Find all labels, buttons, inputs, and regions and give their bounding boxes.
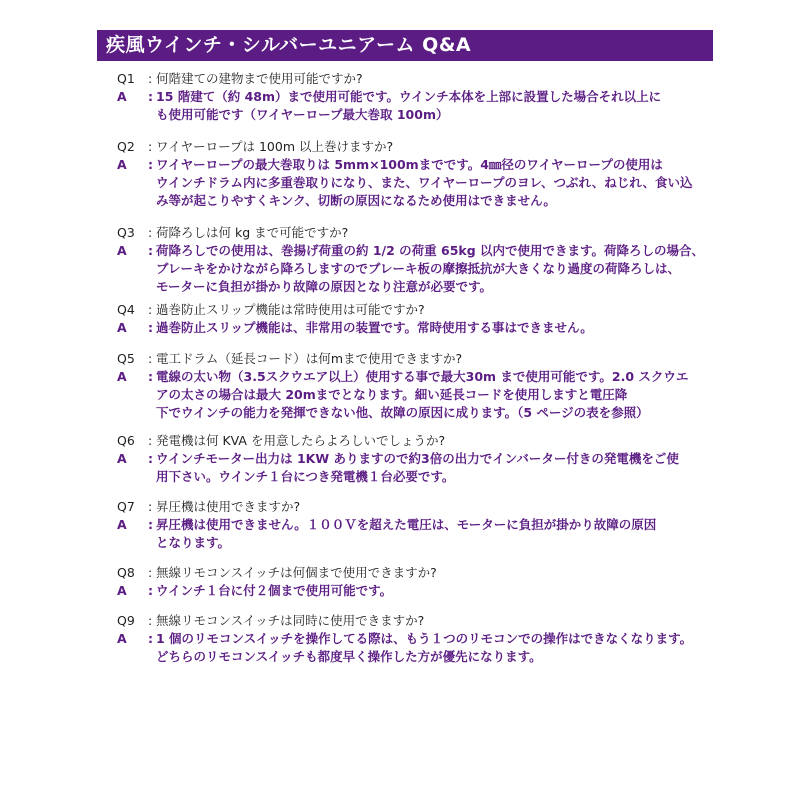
answer-line: 15 階建て（約 48m）まで使用可能です。ウインチ本体を上部に設置した場合それ以上に xyxy=(156,89,662,104)
answer-line: 1 個のリモコンスイッチを操作してる際は、もう１つのリモコンでの操作はできなくなります。 xyxy=(156,631,693,646)
qa-item-q3 xyxy=(0,224,800,296)
question-label: Q3 xyxy=(117,225,135,240)
answer-row xyxy=(0,630,800,666)
question-colon: : xyxy=(148,499,153,514)
answer-line: 下でウインチの能力を発揮できない他、故障の原因に成ります。（5 ページの表を参照） xyxy=(156,405,649,420)
question-row xyxy=(0,432,800,450)
answer-line: どちらのリモコンスイッチも都度早く操作した方が優先になります。 xyxy=(156,649,542,664)
answer-label: A xyxy=(117,243,127,258)
answer-label: A xyxy=(117,517,127,532)
answer-colon: : xyxy=(148,89,153,104)
answer-row xyxy=(0,319,800,337)
question-row xyxy=(0,498,800,516)
question-row xyxy=(0,612,800,630)
answer-row xyxy=(0,88,800,124)
answer-text xyxy=(156,582,392,600)
answer-label: A xyxy=(117,369,127,384)
answer-row xyxy=(0,516,800,552)
answer-line: アの太さの場合は最大 20mまでとなります。細い延長コードを使用しますと電圧降 xyxy=(156,387,628,402)
question-colon: : xyxy=(148,613,153,628)
question-colon: : xyxy=(148,351,153,366)
answer-line: 電線の太い物（3.5スクウエア以上）使用する事で最大30m まで使用可能です。2.0 スクウエ xyxy=(156,369,689,384)
answer-label: A xyxy=(117,320,127,335)
question-text: 過巻防止スリップ機能は常時使用は可能ですか? xyxy=(156,302,425,317)
answer-text xyxy=(156,368,688,422)
answer-label: A xyxy=(117,451,127,466)
answer-label: A xyxy=(117,631,127,646)
answer-label: A xyxy=(117,89,127,104)
answer-line: 荷降ろしでの使用は、巻揚げ荷重の約 1/2 の荷重 65kg 以内で使用できます。荷降ろしの場合、 xyxy=(156,243,705,258)
qa-item-q8 xyxy=(0,564,800,600)
answer-colon: : xyxy=(148,369,153,384)
answer-row xyxy=(0,156,800,210)
answer-row xyxy=(0,242,800,296)
answer-label: A xyxy=(117,157,127,172)
question-label: Q1 xyxy=(117,71,135,86)
answer-line: ワイヤーロープの最大巻取りは 5mm×100mまでです。4㎜径のワイヤーロープの使用は xyxy=(156,157,663,172)
answer-row xyxy=(0,450,800,486)
answer-colon: : xyxy=(148,583,153,598)
qa-item-q7 xyxy=(0,498,800,552)
qa-item-q1 xyxy=(0,70,800,124)
answer-line: 過巻防止スリップ機能は、非常用の装置です。常時使用する事はできません。 xyxy=(156,320,593,335)
page-title: 疾風ウインチ・シルバーユニアーム Q&A xyxy=(97,30,713,61)
qa-item-q9 xyxy=(0,612,800,666)
qa-item-q5 xyxy=(0,350,800,422)
question-text: ワイヤーロープは 100m 以上巻けますか? xyxy=(156,139,394,154)
question-label: Q5 xyxy=(117,351,135,366)
answer-line: ブレーキをかけながら降ろしますのでブレーキ板の摩擦抵抗が大きくなり過度の荷降ろしは、 xyxy=(156,261,681,276)
answer-colon: : xyxy=(148,631,153,646)
answer-line: み等が起こりやすくキンク、切断の原因になるため使用はできません。 xyxy=(156,193,556,208)
answer-line: モーターに負担が掛かり故障の原因となり注意が必要です。 xyxy=(156,279,493,294)
question-colon: : xyxy=(148,302,153,317)
answer-row xyxy=(0,582,800,600)
answer-text xyxy=(156,630,692,666)
question-colon: : xyxy=(148,565,153,580)
answer-colon: : xyxy=(148,517,153,532)
question-text: 電工ドラム（延長コード）は何mまで使用できますか? xyxy=(156,351,463,366)
question-row xyxy=(0,564,800,582)
answer-text xyxy=(156,450,679,486)
answer-line: ウインチ１台に付２個まで使用可能です。 xyxy=(156,583,393,598)
question-label: Q6 xyxy=(117,433,135,448)
question-row xyxy=(0,301,800,319)
question-colon: : xyxy=(148,225,153,240)
question-text: 無線リモコンスイッチは何個まで使用できますか? xyxy=(156,565,437,580)
answer-line: ウインチドラム内に多重巻取りになり、また、ワイヤーロープのヨレ、つぶれ、ねじれ、食い込 xyxy=(156,175,693,190)
answer-line: も使用可能です（ワイヤーロープ最大巻取 100m） xyxy=(156,107,449,122)
question-label: Q2 xyxy=(117,139,135,154)
answer-colon: : xyxy=(148,320,153,335)
answer-line: 昇圧機は使用できません。１００Ｖを超えた電圧は、モーターに負担が掛かり故障の原因 xyxy=(156,517,657,532)
question-colon: : xyxy=(148,433,153,448)
question-row xyxy=(0,70,800,88)
question-row xyxy=(0,138,800,156)
question-label: Q4 xyxy=(117,302,135,317)
answer-text xyxy=(156,319,593,337)
question-row xyxy=(0,224,800,242)
answer-label: A xyxy=(117,583,127,598)
answer-line: ウインチモーター出力は 1KW ありますので約3倍の出力でインバーター付きの発電機をご使 xyxy=(156,451,679,466)
qa-item-q2 xyxy=(0,138,800,210)
question-label: Q8 xyxy=(117,565,135,580)
question-text: 発電機は何 KVA を用意したらよろしいでしょうか? xyxy=(156,433,446,448)
question-row xyxy=(0,350,800,368)
question-colon: : xyxy=(148,139,153,154)
question-text: 何階建ての建物まで使用可能ですか? xyxy=(156,71,363,86)
question-text: 無線リモコンスイッチは同時に使用できますか? xyxy=(156,613,425,628)
question-text: 昇圧機は使用できますか? xyxy=(156,499,301,514)
answer-row xyxy=(0,368,800,422)
qa-item-q6 xyxy=(0,432,800,486)
question-text: 荷降ろしは何 kg まで可能ですか? xyxy=(156,225,349,240)
answer-text xyxy=(156,516,656,552)
answer-colon: : xyxy=(148,243,153,258)
answer-text xyxy=(156,88,661,124)
answer-text xyxy=(156,242,704,296)
answer-text xyxy=(156,156,693,210)
answer-line: となります。 xyxy=(156,535,231,550)
answer-colon: : xyxy=(148,157,153,172)
question-label: Q7 xyxy=(117,499,135,514)
answer-line: 用下さい。ウインチ１台につき発電機１台必要です。 xyxy=(156,469,455,484)
answer-colon: : xyxy=(148,451,153,466)
qa-item-q4 xyxy=(0,301,800,337)
question-colon: : xyxy=(148,71,153,86)
question-label: Q9 xyxy=(117,613,135,628)
